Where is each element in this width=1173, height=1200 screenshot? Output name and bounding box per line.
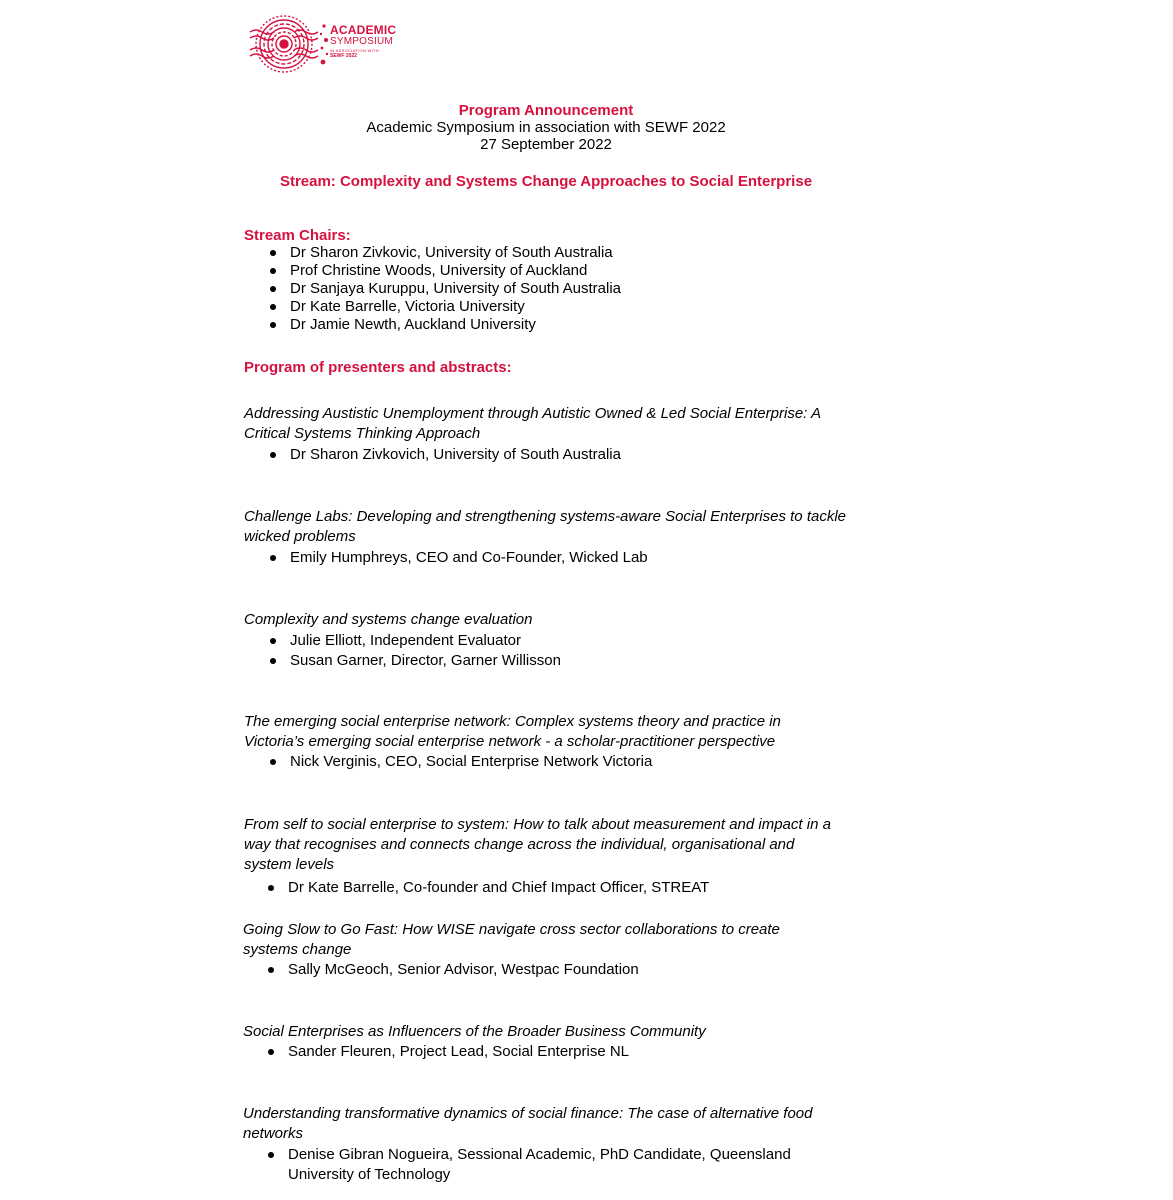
list-item xyxy=(290,631,561,651)
chair-name: Dr Kate Barrelle, Victoria University xyxy=(290,298,525,315)
abstract-title: Complexity and systems change evaluation xyxy=(244,611,533,628)
presenter-list xyxy=(290,549,648,567)
presenter-name: Denise Gibran Nogueira, Sessional Academic, PhD Candidate, Queensland University of Technology xyxy=(288,1146,791,1183)
bullet-icon xyxy=(270,304,276,310)
presenter-name: Dr Kate Barrelle, Co-founder and Chief Impact Officer, STREAT xyxy=(288,879,710,896)
presenter-list xyxy=(288,1043,629,1061)
concentric-pattern-icon xyxy=(246,12,326,76)
page-title: Program Announcement xyxy=(458,102,634,119)
symposium-logo xyxy=(246,12,416,76)
stream-chairs-heading: Stream Chairs: xyxy=(244,227,351,244)
presenter-name: Emily Humphreys, CEO and Co-Founder, Wicked Lab xyxy=(290,549,648,566)
bullet-icon xyxy=(270,452,276,458)
presenter-list xyxy=(290,631,561,671)
program-heading: Program of presenters and abstracts: xyxy=(244,359,512,376)
bullet-icon xyxy=(268,1049,274,1055)
presenter-name: Julie Elliott, Independent Evaluator xyxy=(290,632,521,649)
list-item xyxy=(290,244,621,262)
bullet-icon xyxy=(270,250,276,256)
bullet-icon xyxy=(270,555,276,561)
announcement-header xyxy=(0,102,1092,153)
presenter-name: Susan Garner, Director, Garner Willisson xyxy=(290,652,561,669)
abstract-title: Addressing Austistic Unemployment through Autistic Owned & Led Social Enterprise: A Critical Systems Thinking Approach xyxy=(244,405,821,442)
list-item xyxy=(290,753,652,771)
bullet-icon xyxy=(270,268,276,274)
presenter-name: Nick Verginis, CEO, Social Enterprise Network Victoria xyxy=(290,753,653,770)
list-item xyxy=(290,651,561,671)
presenter-list xyxy=(288,1145,828,1185)
abstract-title: Going Slow to Go Fast: How WISE navigate cross sector collaborations to create systems change xyxy=(243,921,780,958)
abstract-title: Social Enterprises as Influencers of the Broader Business Community xyxy=(243,1023,706,1040)
page-subtitle: Academic Symposium in association with SEWF 2022 xyxy=(366,119,726,136)
abstract-title: The emerging social enterprise network: Complex systems theory and practice in Victoria’s emerging social enterprise network - a scholar-practitioner perspective xyxy=(244,713,781,750)
list-item xyxy=(290,549,648,567)
list-item xyxy=(288,1145,828,1185)
list-item xyxy=(290,298,621,316)
bullet-icon xyxy=(268,1152,274,1158)
presenter-name: Sander Fleuren, Project Lead, Social Enterprise NL xyxy=(288,1043,630,1060)
presenter-name: Sally McGeoch, Senior Advisor, Westpac Foundation xyxy=(288,961,639,978)
logo-line-association: IN ASSOCIATION WITH xyxy=(330,48,379,53)
chair-name: Dr Jamie Newth, Auckland University xyxy=(290,316,536,333)
list-item xyxy=(288,879,709,897)
bullet-icon xyxy=(268,967,274,973)
chair-name: Dr Sharon Zivkovic, University of South Australia xyxy=(290,244,613,261)
logo-line-symposium: SYMPOSIUM xyxy=(330,36,393,47)
chair-name: Dr Sanjaya Kuruppu, University of South Australia xyxy=(290,280,622,297)
bullet-icon xyxy=(270,286,276,292)
list-item xyxy=(290,316,621,334)
presenter-list xyxy=(288,879,709,897)
event-date: 27 September 2022 xyxy=(480,136,612,153)
bullet-icon xyxy=(270,638,276,644)
list-item xyxy=(288,1043,629,1061)
list-item xyxy=(290,446,621,464)
abstract-title: Understanding transformative dynamics of social finance: The case of alternative food networks xyxy=(243,1105,813,1142)
list-item xyxy=(290,262,621,280)
presenter-list xyxy=(290,446,621,464)
abstract-title: From self to social enterprise to system: How to talk about measurement and impact in a way that recognises and connects change across the individual, organisational and system levels xyxy=(244,816,831,873)
list-item xyxy=(290,280,621,298)
bullet-icon xyxy=(268,885,274,891)
logo-line-sewf: SEWF 2022 xyxy=(330,53,357,59)
stream-title: Stream: Complexity and Systems Change Approaches to Social Enterprise xyxy=(279,173,813,190)
abstract-title: Challenge Labs: Developing and strengthening systems-aware Social Enterprises to tackle wicked problems xyxy=(244,508,846,545)
logo-wordmark xyxy=(330,24,396,59)
logo-line-academic: ACADEMIC xyxy=(330,23,397,37)
chair-name: Prof Christine Woods, University of Auckland xyxy=(290,262,588,279)
presenter-list xyxy=(288,961,639,979)
bullet-icon xyxy=(270,658,276,664)
bullet-icon xyxy=(270,759,276,765)
list-item xyxy=(288,961,639,979)
stream-chairs-list xyxy=(290,244,621,334)
presenter-name: Dr Sharon Zivkovich, University of South Australia xyxy=(290,446,621,463)
bullet-icon xyxy=(270,322,276,328)
dots-icon xyxy=(318,22,330,70)
presenter-list xyxy=(290,753,652,771)
